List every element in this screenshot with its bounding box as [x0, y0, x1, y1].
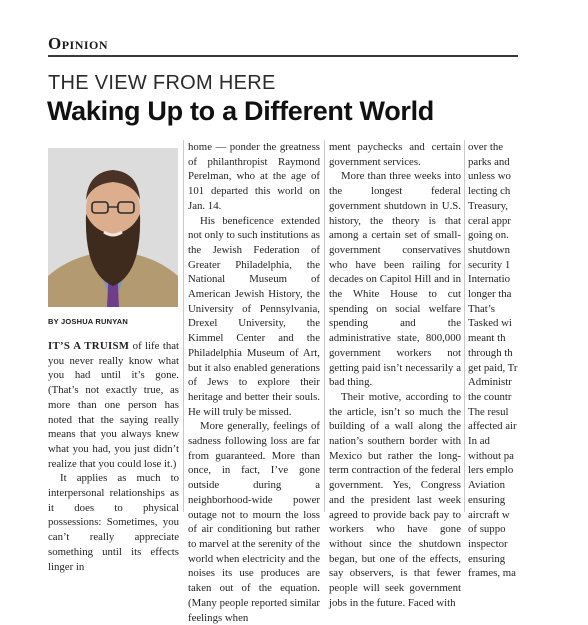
- paragraph: [48, 339, 179, 471]
- author-photo: [48, 148, 178, 307]
- paragraph: Their motive, according to the article, isn’t so much the building of a wall along the nation’s southern border with Mexico but rather the long-term contraction of the federal government. Yes, Congress and the president last week agreed to provide back pay to workers who have gone without since the shutdown began, but one of the effects, say observers, is that fewer people will seek government jobs in the future. Faced with: [329, 390, 461, 609]
- cropped-line: shutdown: [468, 243, 510, 256]
- lead-text: of life that you never really know what you had until it’s gone. (That’s not exactly true, as more than one person has noted that the saying really means that you always knew what you had, you just didn’t realize that you could lose it.): [48, 340, 180, 470]
- lead-in: IT’S A TRUISM: [48, 340, 130, 352]
- cropped-line: lecting ch: [468, 185, 511, 198]
- cropped-line: the countr: [468, 390, 512, 403]
- column-divider: [183, 140, 184, 512]
- paragraph: It applies as much to interpersonal relationships as it does to physical possessions: Sometimes, you can’t really appreciate something until its effects linger in: [48, 472, 179, 573]
- cropped-line: frames, ma: [468, 567, 516, 580]
- column-divider: [324, 140, 325, 512]
- cropped-line: ceral appr: [468, 214, 511, 227]
- cropped-line: through th: [468, 346, 513, 359]
- cropped-line: without pa: [468, 449, 514, 462]
- paragraph: More generally, feelings of sadness following loss are far from guaranteed. More than once, in fact, I’ve gone outside during a neighborhood-wide power outage not to mourn the loss of air conditioning but rather to marvel at the serenity of the world when electricity and the noises its use produces are taken out of the equation. (Many people reported similar feelings when: [188, 420, 320, 624]
- cropped-line: security 1: [468, 258, 511, 271]
- cropped-line: of suppo: [468, 523, 506, 536]
- column-2: [188, 140, 320, 625]
- cropped-line: Tasked wi: [468, 317, 512, 330]
- cropped-line: ensuring: [468, 552, 506, 565]
- headline: Waking Up to a Different World: [47, 96, 434, 126]
- paragraph: More than three weeks into the longest federal government shutdown in U.S. history, the theory is that among a certain set of small-government conservatives who have been railing for decades on Capitol Hill and in the White House to cut spending on social welfare spending and the administrative state, 800,000 government workers not getting paid isn’t necessarily a bad thing.: [329, 170, 461, 389]
- cropped-line: parks and: [468, 155, 510, 168]
- byline: BY JOSHUA RUNYAN: [48, 317, 129, 326]
- cropped-line: lers emplo: [468, 464, 514, 477]
- column-4-cropped: [468, 140, 588, 581]
- cropped-line: over the: [468, 141, 504, 153]
- cropped-line: going on.: [468, 229, 509, 242]
- cropped-line: In ad: [468, 435, 490, 448]
- cropped-line: ensuring: [468, 493, 506, 506]
- cropped-line: longer tha: [468, 288, 512, 301]
- author-portrait-image: [48, 148, 178, 307]
- column-3: [329, 140, 461, 611]
- cropped-line: meant th: [468, 332, 506, 345]
- section-label: Opinion: [48, 34, 109, 53]
- section-divider: [48, 55, 518, 57]
- paragraph: home — ponder the greatness of philanthropist Raymond Perelman, who at the age of 101 departed this world on Jan. 14.: [188, 141, 320, 212]
- cropped-line: Aviation: [468, 479, 505, 492]
- cropped-line: That’s: [468, 302, 495, 315]
- cropped-line: affected air: [468, 420, 517, 433]
- cropped-line: The resul: [468, 405, 509, 418]
- cropped-line: Administr: [468, 376, 512, 389]
- column-divider: [464, 140, 465, 512]
- cropped-line: get paid, Tr: [468, 361, 518, 374]
- paragraph: His beneficence extended not only to such institutions as the Jewish Federation of Greater Philadelphia, the National Museum of American Jewish History, the University of Pennsylvania, Drexel University, the Kimmel Center and the Philadelphia Museum of Art, but it also enabled generations of Jews to explore their heritage and better their souls. He will truly be missed.: [188, 214, 320, 418]
- paragraph: ment paychecks and certain government services.: [329, 141, 461, 168]
- column-1: [48, 339, 179, 574]
- cropped-line: Treasury,: [468, 199, 508, 212]
- cropped-line: inspector: [468, 537, 508, 550]
- cropped-line: aircraft w: [468, 508, 510, 521]
- column-kicker: THE VIEW FROM HERE: [48, 72, 276, 94]
- cropped-line: Internatio: [468, 273, 510, 286]
- cropped-line: unless wo: [468, 170, 511, 183]
